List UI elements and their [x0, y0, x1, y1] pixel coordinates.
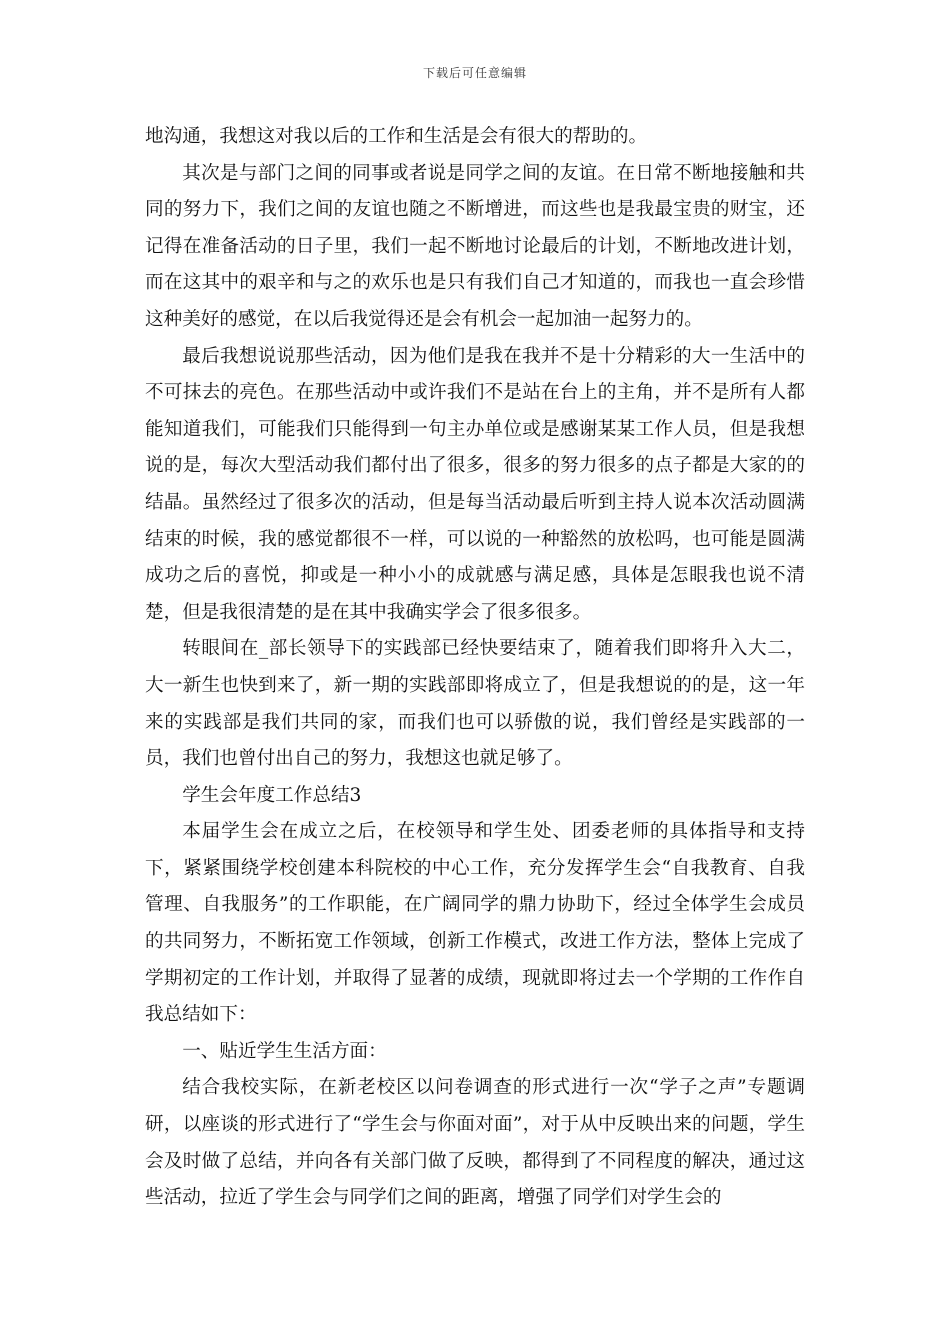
- paragraph-5: 本届学生会在成立之后，在校领导和学生处、团委老师的具体指导和支持下，紧紧围绕学校创建本科院校的中心工作，充分发挥学生会“自我教育、自我管理、自我服务”的工作职能，在广阔同学的鼎力协助下，经过全体学生会成员的共同努力，不断拓宽工作领域，创新工作模式，改进工作方法，整体上完成了学期初定的工作计划，并取得了显著的成绩，现就即将过去一个学期的工作作自我总结如下：: [145, 821, 805, 1026]
- page-header: 下载后可任意编辑: [422, 66, 527, 80]
- section-heading: 学生会年度工作总结3: [182, 784, 362, 806]
- paragraph-4: 转眼间在_部长领导下的实践部已经快要结束了，随着我们即将升入大二，大一新生也快到来了，新一期的实践部即将成立了，但是我想说的的是，这一年来的实践部是我们共同的家，而我们也可以骄傲的说，我们曾经是实践部的一员，我们也曾付出自己的努力，我想这也就足够了。: [145, 638, 805, 770]
- paragraph-3: 最后我想说说那些活动，因为他们是我在我并不是十分精彩的大一生活中的不可抹去的亮色。在那些活动中或许我们不是站在台上的主角，并不是所有人都能知道我们，可能我们只能得到一句主办单位或是感谢某某工作人员，但是我想说的是，每次大型活动我们都付出了很多，很多的努力很多的点子都是大家的的结晶。虽然经过了很多次的活动，但是每当活动最后听到主持人说本次活动圆满结束的时候，我的感觉都很不一样，可以说的一种豁然的放松吗，也可能是圆满成功之后的喜悦，抑或是一种小小的成就感与满足感，具体是怎眼我也说不清楚，但是我很清楚的是在其中我确实学会了很多很多。: [145, 345, 805, 623]
- document-body: [145, 119, 805, 1217]
- subsection-heading: 一、贴近学生生活方面：: [182, 1040, 387, 1062]
- paragraph-2: 其次是与部门之间的同事或者说是同学之间的友谊。在日常不断地接触和共同的努力下，我们之间的友谊也随之不断增进，而这些也是我最宝贵的财宝，还记得在准备活动的日子里，我们一起不断地讨论最后的计划，不断地改进计划，而在这其中的艰辛和与之的欢乐也是只有我们自己才知道的，而我也一直会珍惜这种美好的感觉，在以后我觉得还是会有机会一起加油一起努力的。: [145, 162, 805, 330]
- paragraph-1: 地沟通，我想这对我以后的工作和生活是会有很大的帮助的。: [145, 126, 648, 147]
- paragraph-6: 结合我校实际，在新老校区以问卷调查的形式进行一次“学子之声”专题调研，以座谈的形式进行了“学生会与你面对面”，对于从中反映出来的问题，学生会及时做了总结，并向各有关部门做了反映，都得到了不同程度的解决，通过这些活动，拉近了学生会与同学们之间的距离，增强了同学们对学生会的: [145, 1077, 805, 1209]
